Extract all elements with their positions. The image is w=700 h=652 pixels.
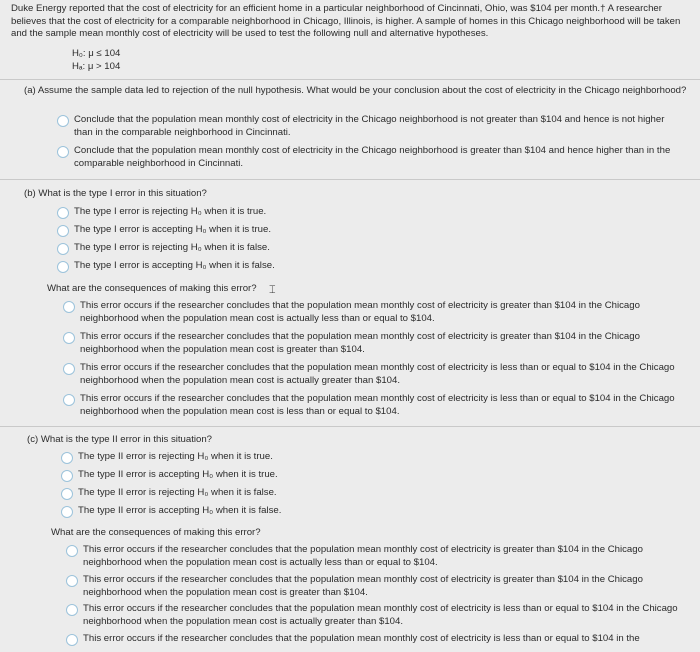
radio-button[interactable] (63, 332, 75, 344)
option-label: The type I error is accepting H₀ when it is true. (74, 224, 272, 235)
option-label: This error occurs if the researcher concludes that the population mean monthly cost of electricity is less than or equal to $104 in the Chicago neighborhood when the population mean cost is less than or equal to $104. (80, 393, 675, 417)
part-c-option-4[interactable] (61, 505, 461, 518)
part-b-question: (b) What is the type I error in this situation? (24, 188, 207, 199)
text-cursor-icon: ⌶ (269, 284, 276, 296)
option-label: Conclude that the population mean monthly cost of electricity in the Chicago neighborhood is not greater than $104 and hence is not higher than in the comparable neighborhood in Cincinnati. (74, 114, 665, 138)
radio-button[interactable] (57, 261, 69, 273)
part-c-consequence-option-2[interactable] (66, 574, 678, 599)
option-label: This error occurs if the researcher concludes that the population mean monthly cost of electricity is greater than $104 in the Chicago neighborhood when the population mean cost is actually less than or equal to $104. (80, 300, 640, 324)
option-label: The type I error is accepting H₀ when it is false. (74, 260, 275, 271)
part-c-question: (c) What is the type II error in this situation? (27, 434, 213, 445)
radio-button[interactable] (63, 363, 75, 375)
part-a-option-1[interactable] (57, 114, 685, 139)
part-c-consequence-question: What are the consequences of making this error? (51, 527, 261, 538)
radio-button[interactable] (57, 243, 69, 255)
radio-button[interactable] (57, 115, 69, 127)
part-b-consequence-option-4[interactable] (63, 393, 678, 418)
option-label: This error occurs if the researcher concludes that the population mean monthly cost of electricity is less than or equal to $104 in the (83, 633, 640, 644)
part-b-option-1[interactable] (57, 206, 457, 219)
part-b-consequence-option-3[interactable] (63, 362, 678, 387)
radio-button[interactable] (61, 506, 73, 518)
part-c-option-3[interactable] (61, 487, 461, 500)
part-c-consequence-option-3[interactable] (66, 603, 678, 628)
part-b-consequence-option-1[interactable] (63, 300, 678, 325)
part-c-option-1[interactable] (61, 451, 461, 464)
null-hypothesis: H₀: μ ≤ 104 (72, 48, 121, 59)
option-label: This error occurs if the researcher concludes that the population mean monthly cost of electricity is greater than $104 in the Chicago neighborhood when the population mean cost is greater than $104. (83, 574, 643, 598)
option-label: The type I error is rejecting H₀ when it is false. (74, 242, 270, 253)
radio-button[interactable] (66, 604, 78, 616)
option-label: This error occurs if the researcher concludes that the population mean monthly cost of electricity is less than or equal to $104 in the Chicago neighborhood when the population mean cost is actually greater than $104. (80, 362, 675, 386)
radio-button[interactable] (61, 488, 73, 500)
radio-button[interactable] (61, 470, 73, 482)
option-label: The type I error is rejecting H₀ when it is true. (74, 206, 267, 217)
option-label: The type II error is accepting H₀ when it is false. (78, 505, 282, 516)
radio-button[interactable] (63, 301, 75, 313)
option-label: The type II error is accepting H₀ when it is true. (78, 469, 278, 480)
alternative-hypothesis: Hₐ: μ > 104 (72, 61, 121, 72)
part-b-consequence-question: What are the consequences of making this error? (47, 283, 257, 294)
part-b-consequence-option-2[interactable] (63, 331, 678, 356)
radio-button[interactable] (61, 452, 73, 464)
part-b-option-2[interactable] (57, 224, 457, 237)
part-c-consequence-option-4[interactable] (66, 633, 678, 646)
part-a-question: (a) Assume the sample data led to rejection of the null hypothesis. What would be your conclusion about the cost of electricity in the Chicago neighborhood? (24, 85, 687, 96)
radio-button[interactable] (66, 575, 78, 587)
part-b-option-4[interactable] (57, 260, 457, 273)
part-a-option-2[interactable] (57, 145, 693, 170)
part-b-option-3[interactable] (57, 242, 457, 255)
option-label: The type II error is rejecting H₀ when it is false. (78, 487, 277, 498)
radio-button[interactable] (66, 634, 78, 646)
option-label: This error occurs if the researcher concludes that the population mean monthly cost of electricity is greater than $104 in the Chicago neighborhood when the population mean cost is greater than $104. (80, 331, 640, 355)
radio-button[interactable] (57, 225, 69, 237)
radio-button[interactable] (66, 545, 78, 557)
part-c-consequence-option-1[interactable] (66, 544, 678, 569)
option-label: Conclude that the population mean monthly cost of electricity in the Chicago neighborhood is greater than $104 and hence higher than in the comparable neighborhood in Cincinnati. (74, 145, 671, 169)
option-label: This error occurs if the researcher concludes that the population mean monthly cost of electricity is greater than $104 in the Chicago neighborhood when the population mean cost is actually less than or equal to $104. (83, 544, 643, 568)
option-label: The type II error is rejecting H₀ when it is true. (78, 451, 273, 462)
section-divider (0, 179, 700, 180)
radio-button[interactable] (57, 207, 69, 219)
option-label: This error occurs if the researcher concludes that the population mean monthly cost of electricity is less than or equal to $104 in the Chicago neighborhood when the population mean cost is actually greater than $104. (83, 603, 678, 627)
radio-button[interactable] (57, 146, 69, 158)
part-c-option-2[interactable] (61, 469, 461, 482)
section-divider (0, 426, 700, 427)
problem-intro: Duke Energy reported that the cost of electricity for an efficient home in a particular neighborhood of Cincinnati, Ohio, was $104 per month.† A researcher believes that the cost of electricity for a comparable neighborhood in Chicago, Illinois, is higher. A sample of homes in this Chicago neighborhood will be taken and the sample mean monthly cost of electricity will be used to test the following null and alternative hypotheses. (11, 3, 681, 40)
radio-button[interactable] (63, 394, 75, 406)
section-divider (0, 79, 700, 80)
